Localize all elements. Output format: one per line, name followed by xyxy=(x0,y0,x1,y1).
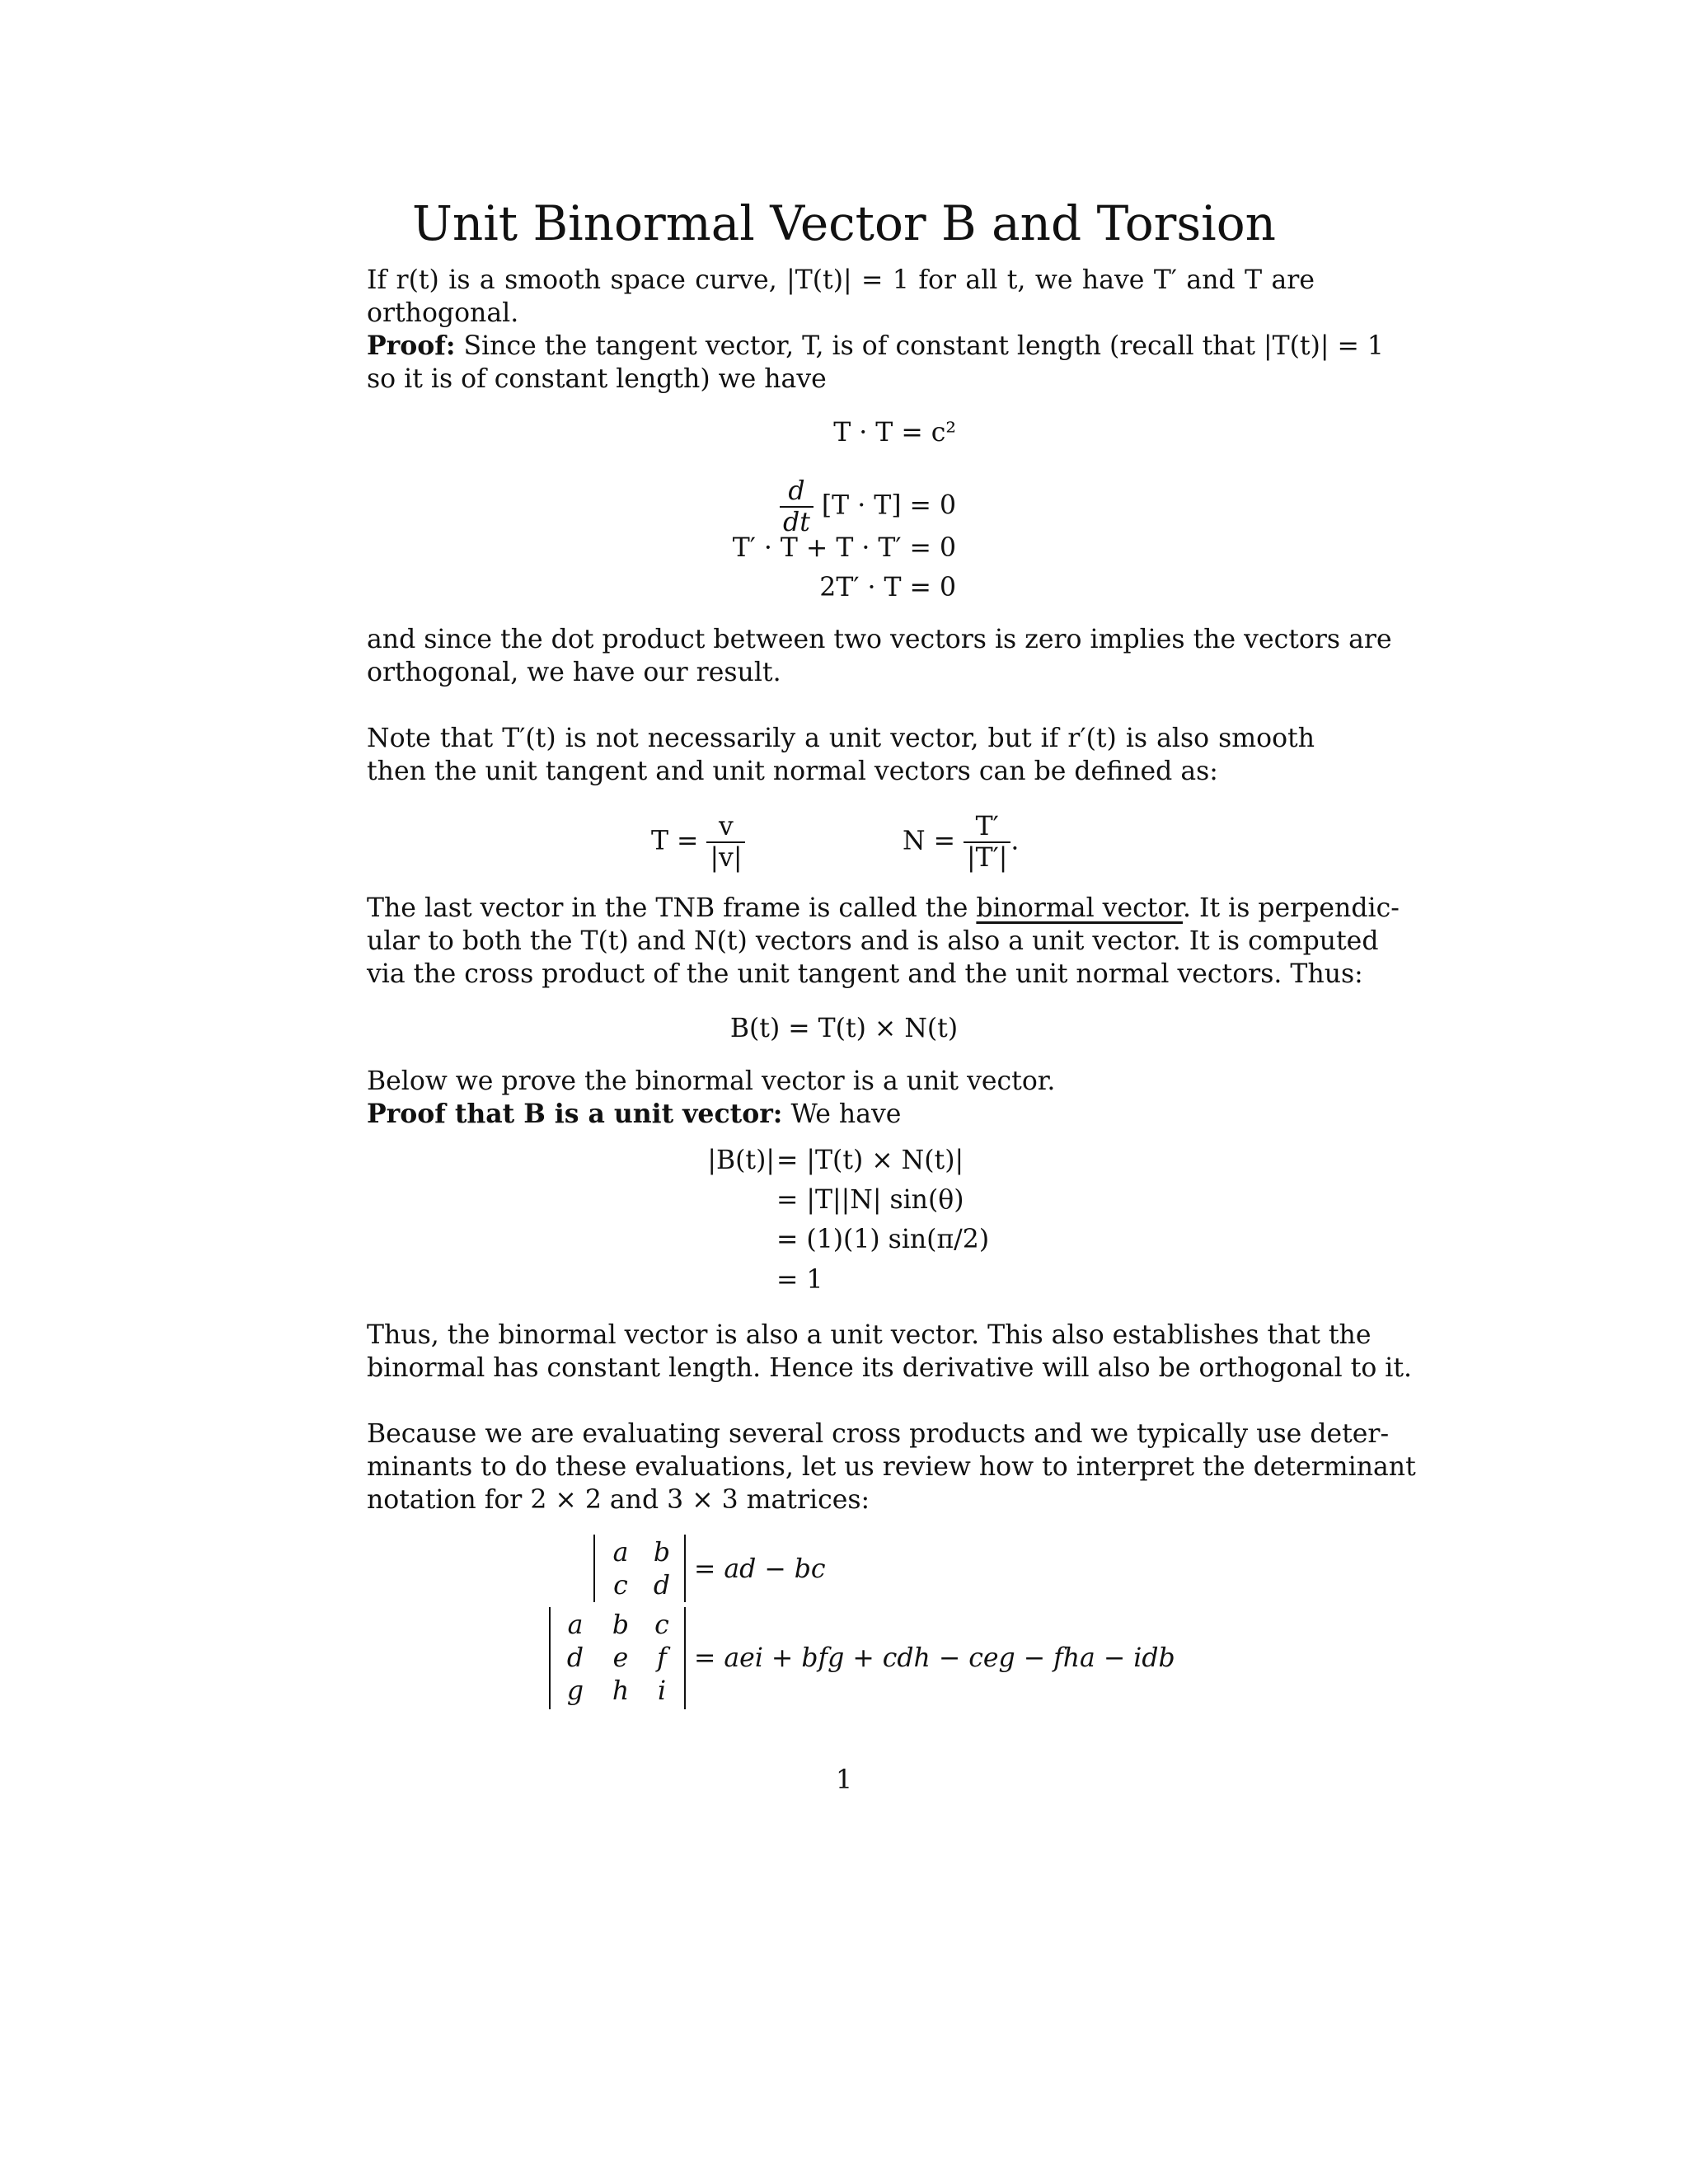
det3-cell-e: e xyxy=(612,1643,629,1673)
det3-cell-c: c xyxy=(654,1610,669,1640)
unit-proof-row-3: = (1)(1) sin(π/2) xyxy=(776,1225,990,1254)
unit-normal-numerator: T′ xyxy=(964,812,1010,843)
det3-cell-h: h xyxy=(612,1676,630,1706)
unit-tangent-denominator: |v| xyxy=(710,843,743,873)
determinant-line-3: notation for 2 × 2 and 3 × 3 matrices: xyxy=(367,1485,870,1515)
intro-line-2: orthogonal. xyxy=(367,298,519,328)
det2-cell-d: d xyxy=(653,1571,671,1601)
unit-tangent-lhs: T = xyxy=(651,826,699,856)
binormal-line-1-pre: The last vector in the TNB frame is called the xyxy=(367,893,977,923)
unit-normal-lhs: N = xyxy=(903,826,955,856)
conclusion-line-1: Thus, the binormal vector is also a unit vector. This also establishes that the xyxy=(367,1320,1372,1350)
proof-line-1-text: Since the tangent vector, T, is of constant length (recall that |T(t)| = 1 xyxy=(455,331,1384,361)
unit-proof-intro-rest: We have xyxy=(782,1099,902,1129)
proof-label: Proof: xyxy=(367,330,456,361)
unit-proof-row-1: = |T(t) × N(t)| xyxy=(776,1146,964,1175)
derivative-numerator: d xyxy=(780,476,814,508)
binormal-line-1-post: . It is perpendic- xyxy=(1182,893,1400,923)
derivative-denominator: dt xyxy=(783,508,810,537)
derivation-eq-4: 2T′ · T = 0 xyxy=(819,573,956,602)
det3-right-bar xyxy=(684,1607,686,1709)
unit-tangent-numerator: v xyxy=(706,812,745,843)
page-number: 1 xyxy=(835,1765,853,1795)
unit-normal-period: . xyxy=(1010,826,1020,856)
unit-proof-intro-line-1: Below we prove the binormal vector is a unit vector. xyxy=(367,1066,1056,1096)
binormal-line-3: via the cross product of the unit tangent and the unit normal vectors. Thus: xyxy=(367,959,1363,989)
det3-left-bar xyxy=(549,1607,551,1709)
det3-result: = aei + bfg + cdh − ceg − fha − idb xyxy=(694,1643,1175,1673)
orthogonal-line-2: orthogonal, we have our result. xyxy=(367,658,781,687)
page-title: Unit Binormal Vector B and Torsion xyxy=(412,195,1276,251)
binormal-definition: B(t) = T(t) × N(t) xyxy=(729,1014,959,1043)
derivation-eq-1: T · T = c² xyxy=(833,418,956,448)
det2-result: = ad − bc xyxy=(694,1554,826,1584)
intro-line-1: If r(t) is a smooth space curve, |T(t)| = 1 for all t, we have T′ and T are xyxy=(367,265,1315,295)
unit-proof-row-4: = 1 xyxy=(776,1265,823,1295)
det2-cell-b: b xyxy=(653,1538,671,1568)
det3-cell-f: f xyxy=(657,1643,667,1673)
note-line-1: Note that T′(t) is not necessarily a unit vector, but if r′(t) is also smooth xyxy=(367,724,1315,753)
det3-cell-b: b xyxy=(612,1610,630,1640)
unit-normal-denominator: |T′| xyxy=(967,843,1008,873)
conclusion-line-2: binormal has constant length. Hence its derivative will also be orthogonal to it. xyxy=(367,1353,1413,1383)
derivation-eq-2-rest: [T · T] = 0 xyxy=(821,490,956,521)
det3-cell-i: i xyxy=(657,1676,667,1706)
binormal-line-2: ular to both the T(t) and N(t) vectors and is also a unit vector. It is computed xyxy=(367,926,1379,956)
derivation-eq-3: T′ · T + T · T′ = 0 xyxy=(732,533,956,563)
det2-cell-c: c xyxy=(613,1571,628,1601)
proof-line-2: so it is of constant length) we have xyxy=(367,364,827,394)
binormal-vector-term: binormal vector xyxy=(976,893,1183,923)
unit-proof-lhs: |B(t)| xyxy=(707,1146,775,1175)
determinant-line-1: Because we are evaluating several cross products and we typically use deter- xyxy=(367,1419,1390,1449)
unit-proof-label: Proof that B is a unit vector: xyxy=(367,1099,783,1129)
unit-proof-row-2: = |T||N| sin(θ) xyxy=(776,1185,964,1215)
orthogonal-line-1: and since the dot product between two vectors is zero implies the vectors are xyxy=(367,625,1392,654)
det3-cell-a: a xyxy=(567,1610,584,1640)
note-line-2: then the unit tangent and unit normal vectors can be defined as: xyxy=(367,757,1218,786)
det3-cell-g: g xyxy=(566,1676,584,1706)
det2-cell-a: a xyxy=(612,1538,629,1568)
determinant-line-2: minants to do these evaluations, let us review how to interpret the determinant xyxy=(367,1452,1416,1482)
det3-cell-d: d xyxy=(566,1643,584,1673)
